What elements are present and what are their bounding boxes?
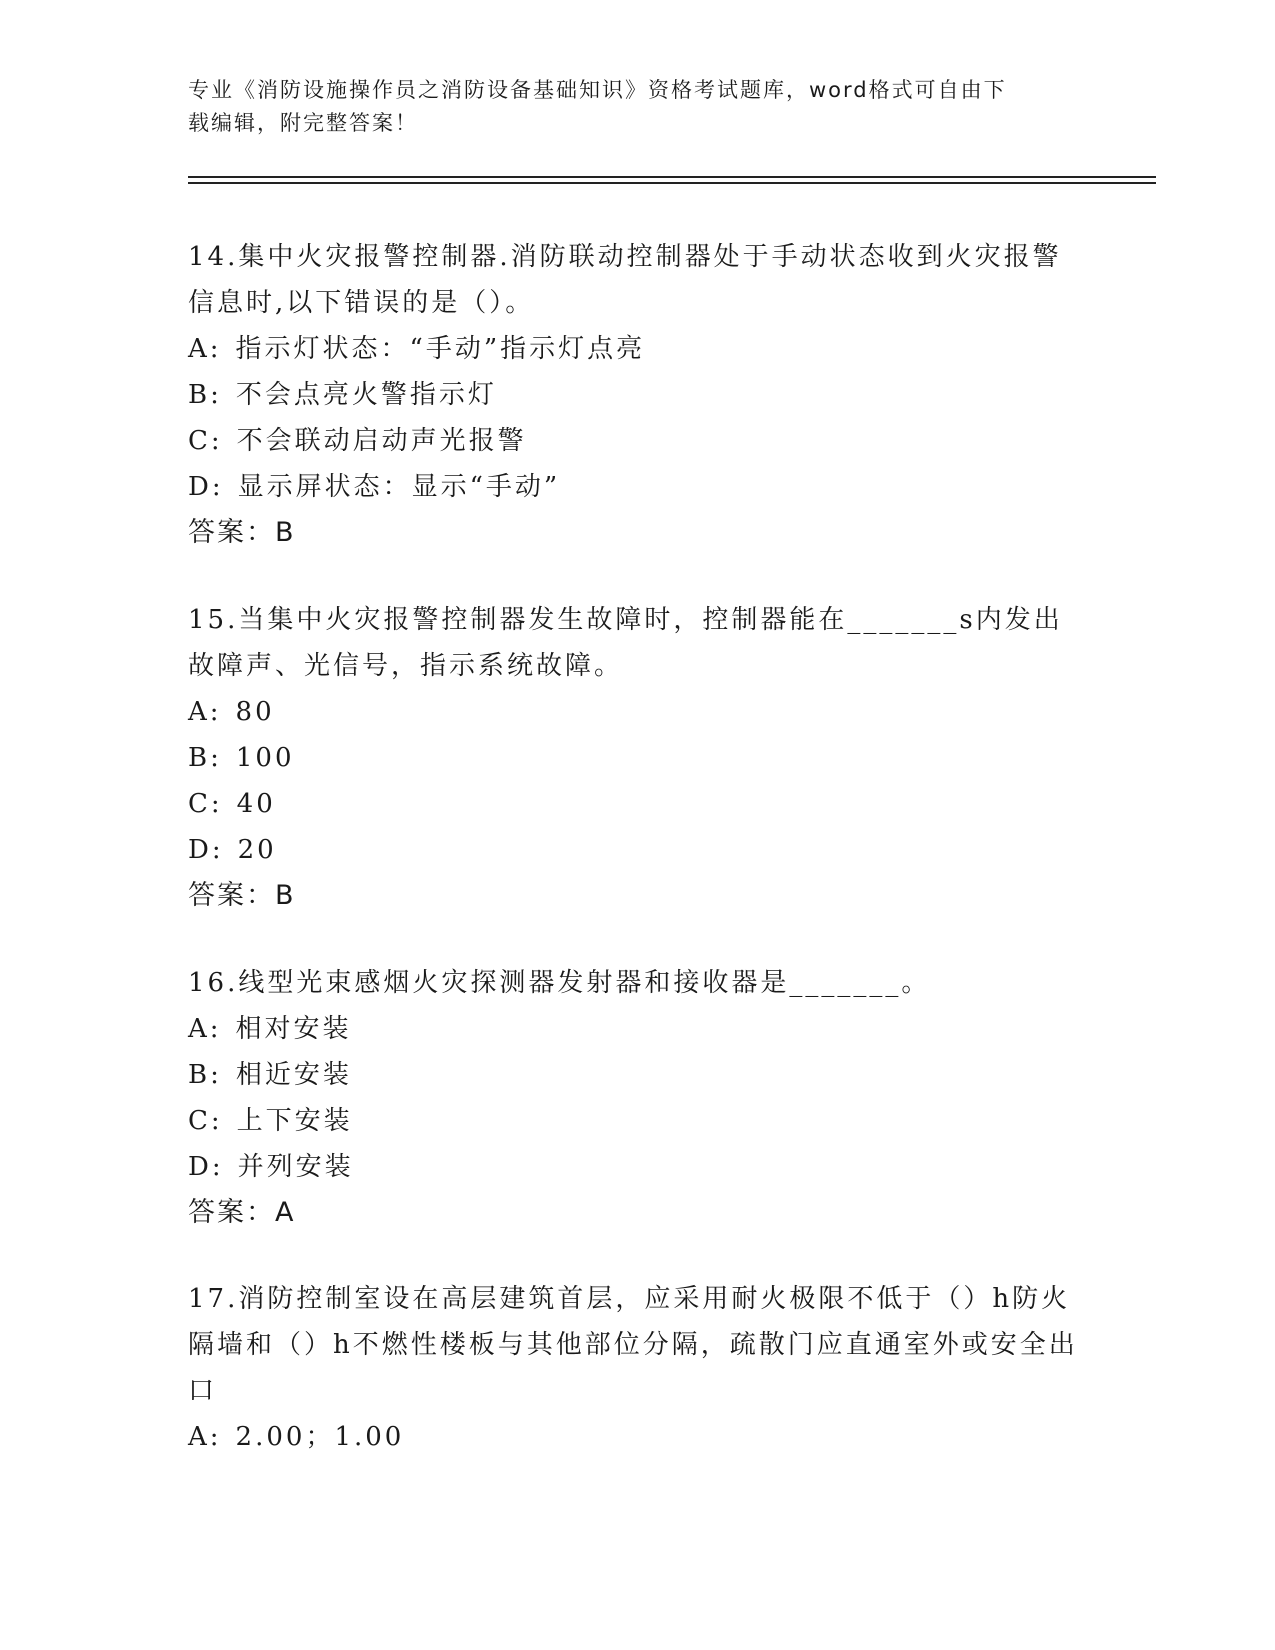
option-text: 20 bbox=[237, 835, 277, 865]
option-text: 相近安装 bbox=[235, 1060, 352, 1090]
question-17 bbox=[188, 1276, 1088, 1460]
option-label: A: bbox=[188, 1014, 222, 1044]
option-a bbox=[188, 1006, 1088, 1052]
header-line-1: 专业《消防设施操作员之消防设备基础知识》资格考试题库，word格式可自由下 bbox=[188, 78, 1007, 102]
option-text: 不会点亮火警指示灯 bbox=[235, 380, 497, 410]
option-label: B: bbox=[188, 1060, 222, 1090]
answer-line: 答案：A bbox=[188, 1197, 296, 1228]
question-stem: 14.集中火灾报警控制器.消防联动控制器处于手动状态收到火灾报警信息时,以下错误的是（）。 bbox=[188, 242, 1062, 318]
option-d bbox=[188, 464, 1088, 510]
option-label: D: bbox=[188, 835, 224, 865]
option-text: 上下安装 bbox=[236, 1106, 353, 1136]
option-text: 显示屏状态：显示“手动” bbox=[237, 472, 561, 502]
option-label: C: bbox=[188, 1106, 223, 1136]
option-a bbox=[188, 326, 1088, 372]
question-14 bbox=[188, 234, 1088, 556]
question-stem: 17.消防控制室设在高层建筑首层，应采用耐火极限不低于（）h防火隔墙和（）h不燃性楼板与其他部位分隔，疏散门应直通室外或安全出口 bbox=[188, 1284, 1078, 1406]
option-label: B: bbox=[188, 743, 222, 773]
option-text: 指示灯状态：“手动”指示灯点亮 bbox=[235, 334, 646, 364]
option-label: B: bbox=[188, 380, 222, 410]
option-c bbox=[188, 418, 1088, 464]
header-line-2: 载编辑，附完整答案！ bbox=[188, 111, 418, 135]
question-stem: 15.当集中火灾报警控制器发生故障时，控制器能在_______s内发出故障声、光信号，指示系统故障。 bbox=[188, 605, 1063, 681]
option-label: D: bbox=[188, 472, 224, 502]
answer-line: 答案：B bbox=[188, 517, 296, 548]
option-c bbox=[188, 1098, 1088, 1144]
option-a bbox=[188, 1414, 1088, 1460]
option-text: 并列安装 bbox=[237, 1152, 354, 1182]
option-d bbox=[188, 1144, 1088, 1190]
header-divider-bottom bbox=[188, 182, 1156, 184]
document-header bbox=[188, 74, 1088, 140]
question-stem: 16.线型光束感烟火灾探测器发射器和接收器是_______。 bbox=[188, 968, 931, 998]
option-label: A: bbox=[188, 1422, 222, 1452]
option-text: 相对安装 bbox=[235, 1014, 352, 1044]
option-c bbox=[188, 781, 1088, 827]
option-text: 40 bbox=[236, 789, 276, 819]
option-b bbox=[188, 1052, 1088, 1098]
option-d bbox=[188, 827, 1088, 873]
option-label: C: bbox=[188, 426, 223, 456]
option-text: 不会联动启动声光报警 bbox=[236, 426, 527, 456]
option-a bbox=[188, 689, 1088, 735]
option-text: 80 bbox=[235, 697, 275, 727]
option-label: A: bbox=[188, 697, 222, 727]
option-label: D: bbox=[188, 1152, 224, 1182]
option-label: A: bbox=[188, 334, 222, 364]
option-text: 2.00；1.00 bbox=[235, 1422, 405, 1452]
question-15 bbox=[188, 597, 1088, 919]
option-b bbox=[188, 735, 1088, 781]
option-text: 100 bbox=[235, 743, 295, 773]
option-b bbox=[188, 372, 1088, 418]
answer-line: 答案：B bbox=[188, 880, 296, 911]
option-label: C: bbox=[188, 789, 223, 819]
header-divider-top bbox=[188, 176, 1156, 178]
question-16 bbox=[188, 960, 1088, 1236]
